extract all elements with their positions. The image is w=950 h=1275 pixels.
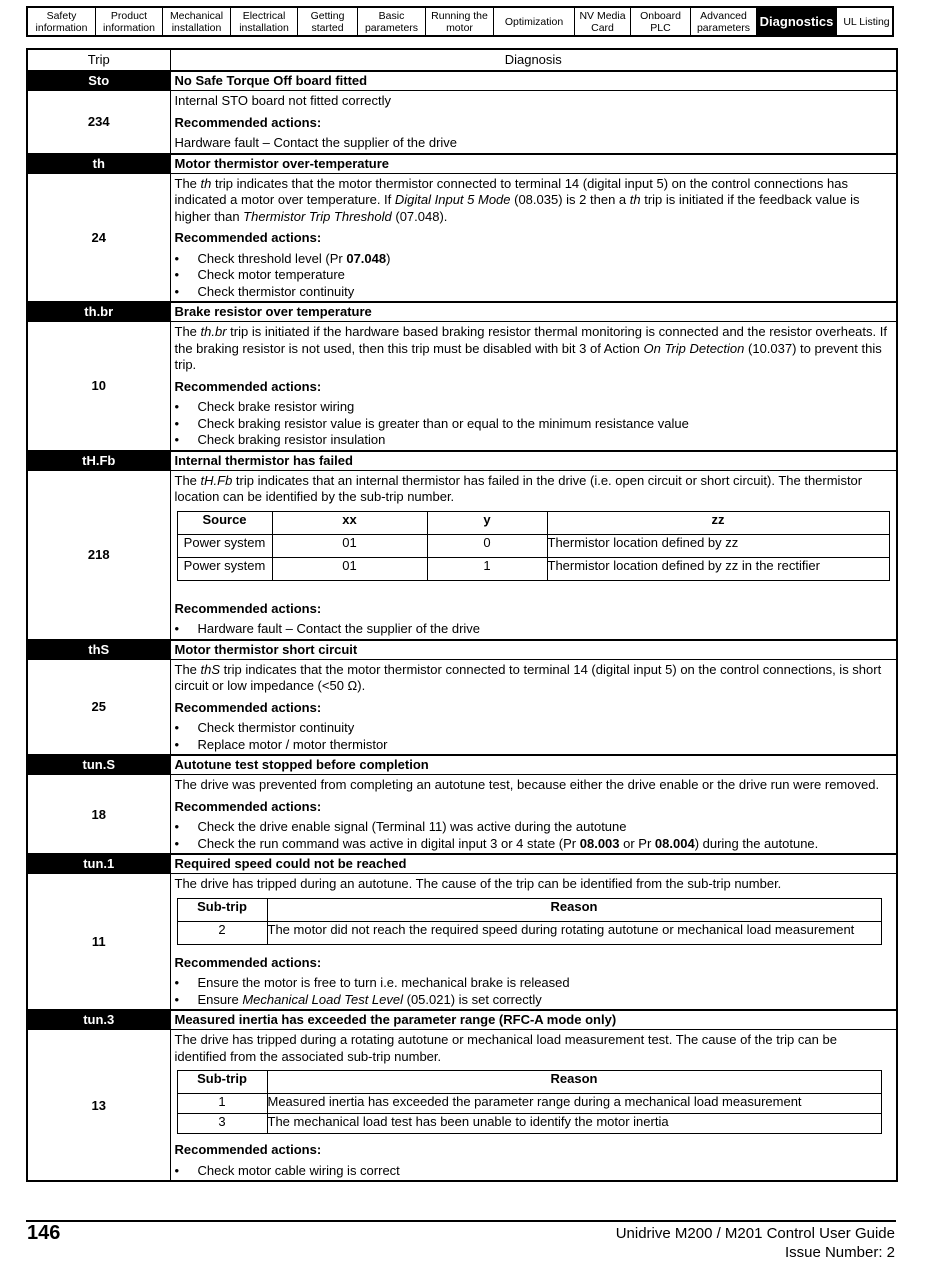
- column-header: Sub-trip: [177, 1071, 267, 1094]
- action-list: [175, 399, 893, 449]
- header-diagnosis: Diagnosis: [170, 49, 897, 71]
- trip-description: The tH.Fb trip indicates that an internal thermistor has failed in the drive (i.e. open circuit or short circuit). The thermistor location can be identified by the sub-trip number.: [174, 472, 863, 504]
- trip-detail-ths: [27, 659, 897, 755]
- trip-title: Required speed could not be reached: [170, 854, 897, 874]
- column-header: zz: [547, 511, 889, 534]
- trip-number: 13: [27, 1030, 170, 1182]
- recommended-actions-label: Recommended actions:: [174, 1142, 322, 1157]
- trip-title: Motor thermistor over-temperature: [170, 154, 897, 174]
- trip-number: 234: [27, 91, 170, 154]
- subtrip-header-row: [177, 511, 889, 534]
- table-cell: Power system: [177, 557, 272, 580]
- tab-diagnostics[interactable]: Diagnostics: [757, 8, 837, 35]
- footer-divider: [26, 1220, 896, 1222]
- trip-number: 24: [27, 173, 170, 302]
- tab-electrical-installation[interactable]: Electrical installation: [231, 8, 298, 35]
- trip-detail-tun3: [27, 1030, 897, 1182]
- tab-getting-started[interactable]: Getting started: [298, 8, 358, 35]
- table-row: [177, 1094, 881, 1114]
- trip-row-th: [27, 154, 897, 174]
- trip-number: 25: [27, 659, 170, 755]
- trip-title: No Safe Torque Off board fitted: [170, 71, 897, 91]
- recommended-actions-label: Recommended actions:: [174, 378, 322, 394]
- trip-row-thfb: [27, 451, 897, 471]
- table-cell: 01: [272, 534, 427, 557]
- recommended-actions-label: Recommended actions:: [174, 230, 322, 245]
- trip-detail-thbr: [27, 322, 897, 451]
- table-cell: 1: [427, 557, 547, 580]
- tab-nv-media-card[interactable]: NV Media Card: [575, 8, 631, 35]
- action-list: [175, 1163, 893, 1180]
- trip-detail-tuns: [27, 775, 897, 855]
- action-list: [175, 720, 893, 753]
- subtrip-table: [177, 1070, 882, 1134]
- trip-description: Internal STO board not fitted correctly: [174, 93, 392, 108]
- trip-description: The thS trip indicates that the motor thermistor connected to terminal 14 (digital input 5) on the control connections, is short circuit or low impedance (<50 Ω).: [174, 661, 882, 693]
- table-cell: 1: [177, 1094, 267, 1114]
- trip-body: [170, 91, 897, 154]
- trip-number: 218: [27, 470, 170, 640]
- trip-code: tun.3: [27, 1010, 170, 1030]
- trip-number: 10: [27, 322, 170, 451]
- subtrip-table: [177, 898, 882, 945]
- table-header-row: [27, 49, 897, 71]
- trip-title: Autotune test stopped before completion: [170, 755, 897, 775]
- recommended-actions-label: Recommended actions:: [174, 954, 322, 970]
- subtrip-header-row: [177, 1071, 881, 1094]
- table-cell: The mechanical load test has been unable to identify the motor inertia: [267, 1114, 881, 1134]
- column-header: y: [427, 511, 547, 534]
- trip-title: Measured inertia has exceeded the parameter range (RFC-A mode only): [170, 1010, 897, 1030]
- trip-title: Motor thermistor short circuit: [170, 640, 897, 660]
- list-item: • Check braking resistor value is greater than or equal to the minimum resistance value: [175, 416, 893, 433]
- tab-safety-information[interactable]: Safety information: [28, 8, 96, 35]
- tab-onboard-plc[interactable]: Onboard PLC: [631, 8, 691, 35]
- recommended-actions-label: Recommended actions:: [174, 798, 322, 814]
- trip-detail-tun1: [27, 874, 897, 1011]
- trip-description: The drive has tripped during a rotating autotune or mechanical load measurement test. The cause of the trip can be identified from the associated sub-trip number.: [174, 1032, 837, 1064]
- trip-detail-th: [27, 173, 897, 302]
- list-item: • Check motor cable wiring is correct: [175, 1163, 893, 1180]
- table-cell: The motor did not reach the required speed during rotating autotune or mechanical load measurement: [267, 921, 881, 944]
- trip-row-tun1: [27, 854, 897, 874]
- tab-product-information[interactable]: Product information: [96, 8, 163, 35]
- subtrip-table: [177, 511, 890, 581]
- trip-code: tun.S: [27, 755, 170, 775]
- list-item: • Check motor temperature: [175, 267, 893, 284]
- list-item: • Check the drive enable signal (Terminal 11) was active during the autotune: [175, 819, 893, 836]
- table-cell: Thermistor location defined by zz in the rectifier: [547, 557, 889, 580]
- trip-row-thbr: [27, 302, 897, 322]
- action-list: [175, 251, 893, 301]
- list-item: • Replace motor / motor thermistor: [175, 737, 893, 754]
- trip-description: The th trip indicates that the motor thermistor connected to terminal 14 (digital input 5) on the control connections has indicated a motor over temperature. If Digital Input 5 Mode (08.035) is 2 then a th trip is initiated if the feedback value is higher than Thermistor Trip Threshold (07.048).: [174, 175, 860, 224]
- trip-body: [170, 1030, 897, 1182]
- table-cell: Measured inertia has exceeded the parameter range during a mechanical load measurement: [267, 1094, 881, 1114]
- subtrip-header-row: [177, 898, 881, 921]
- section-nav: [26, 6, 894, 37]
- trip-code: Sto: [27, 71, 170, 91]
- tab-ul-listing[interactable]: UL Listing: [843, 15, 890, 28]
- trip-code: tun.1: [27, 854, 170, 874]
- column-header: Reason: [267, 1071, 881, 1094]
- footer-title: Unidrive M200 / M201 Control User Guide: [615, 1225, 895, 1242]
- action-list: [175, 975, 893, 1008]
- recommended-actions-label: Recommended actions:: [174, 114, 322, 130]
- trip-body: [170, 173, 897, 302]
- list-item: • Hardware fault – Contact the supplier of the drive: [175, 621, 893, 638]
- column-header: Reason: [267, 898, 881, 921]
- list-item: • Check thermistor continuity: [175, 720, 893, 737]
- trip-row-ths: [27, 640, 897, 660]
- list-item: • Check braking resistor insulation: [175, 432, 893, 449]
- trip-code: tH.Fb: [27, 451, 170, 471]
- recommended-actions-label: Recommended actions:: [174, 699, 322, 715]
- trip-body: [170, 775, 897, 855]
- recommended-actions-label: Recommended actions:: [174, 600, 322, 616]
- page-number: 146: [27, 1222, 61, 1244]
- action-list: [175, 621, 893, 638]
- trip-code: thS: [27, 640, 170, 660]
- list-item: • Check the run command was active in digital input 3 or 4 state (Pr 08.003 or Pr 08.004) during the autotune.: [175, 836, 893, 853]
- table-cell: Power system: [177, 534, 272, 557]
- trip-number: 11: [27, 874, 170, 1011]
- table-cell: 2: [177, 921, 267, 944]
- trip-body: [170, 874, 897, 1011]
- table-cell: 0: [427, 534, 547, 557]
- trip-title: Brake resistor over temperature: [170, 302, 897, 322]
- trip-detail-thfb: [27, 470, 897, 640]
- list-item: • Ensure Mechanical Load Test Level (05.021) is set correctly: [175, 992, 893, 1009]
- table-row: [177, 1114, 881, 1134]
- tab-running-the-motor[interactable]: Running the motor: [426, 8, 494, 35]
- table-row: [177, 534, 889, 557]
- list-item: • Check brake resistor wiring: [175, 399, 893, 416]
- trip-table: [26, 48, 898, 1182]
- action-text: Hardware fault – Contact the supplier of the drive: [174, 135, 458, 150]
- trip-description: The th.br trip is initiated if the hardware based braking resistor thermal monitoring is connected and the resistor overheats. If the braking resistor is not used, then this trip must be disabled with bit 3 of Action On Trip Detection (10.037) to prevent this trip.: [174, 324, 887, 372]
- tab-optimization[interactable]: Optimization: [494, 8, 575, 35]
- trip-row-sto: [27, 71, 897, 91]
- trip-description: The drive has tripped during an autotune. The cause of the trip can be identified from the sub-trip number.: [174, 876, 782, 891]
- trip-title: Internal thermistor has failed: [170, 451, 897, 471]
- trip-row-tun3: [27, 1010, 897, 1030]
- trip-body: [170, 659, 897, 755]
- trip-description: The drive was prevented from completing an autotune test, because either the drive enable or the drive run were removed.: [174, 777, 880, 792]
- trip-code: th.br: [27, 302, 170, 322]
- tab-basic-parameters[interactable]: Basic parameters: [358, 8, 426, 35]
- footer-issue: Issue Number: 2: [784, 1244, 895, 1261]
- tab-mechanical-installation[interactable]: Mechanical installation: [163, 8, 231, 35]
- tab-advanced-parameters[interactable]: Advanced parameters: [691, 8, 757, 35]
- table-row: [177, 921, 881, 944]
- column-header: Source: [177, 511, 272, 534]
- trip-row-tuns: [27, 755, 897, 775]
- trip-detail-sto: [27, 91, 897, 154]
- list-item: • Check threshold level (Pr 07.048): [175, 251, 893, 268]
- action-list: [175, 819, 893, 852]
- column-header: Sub-trip: [177, 898, 267, 921]
- trip-body: [170, 470, 897, 640]
- column-header: xx: [272, 511, 427, 534]
- table-cell: 01: [272, 557, 427, 580]
- table-cell: Thermistor location defined by zz: [547, 534, 889, 557]
- trip-body: [170, 322, 897, 451]
- table-cell: 3: [177, 1114, 267, 1134]
- list-item: • Ensure the motor is free to turn i.e. mechanical brake is released: [175, 975, 893, 992]
- list-item: • Check thermistor continuity: [175, 284, 893, 301]
- trip-number: 18: [27, 775, 170, 855]
- table-row: [177, 557, 889, 580]
- header-trip: Trip: [27, 49, 170, 71]
- trip-code: th: [27, 154, 170, 174]
